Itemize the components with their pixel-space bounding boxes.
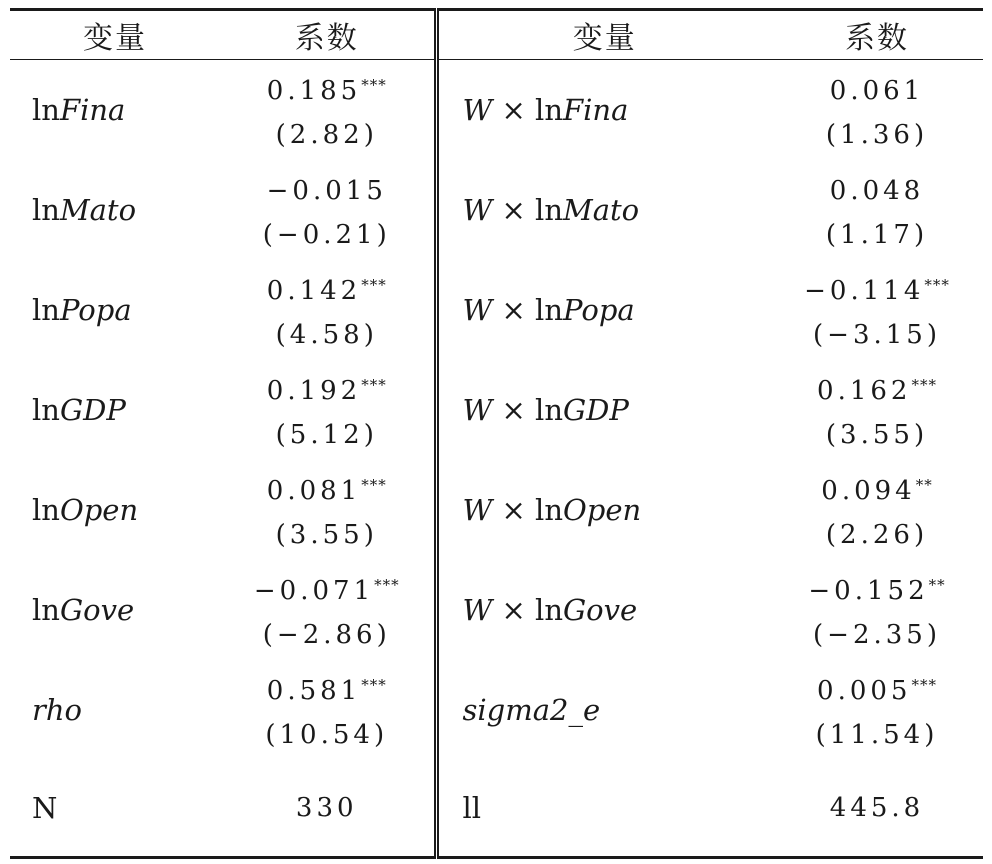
coefficient-cell-right: 0.048 (1.17) — [825, 176, 929, 250]
header-variable-left: 变量 — [10, 10, 220, 60]
coefficient-cell-left: 0.185*** (2.82) — [220, 60, 436, 161]
coefficient-cell-right: 0.005*** (11.54) — [815, 676, 939, 750]
header-variable-right: 变量 — [436, 10, 771, 60]
variable-name-right: W × lnGDP — [462, 393, 629, 427]
variable-name-left: rho — [32, 693, 82, 727]
regression-table — [10, 8, 983, 859]
coefficient-cell-right: 0.061 (1.36) — [825, 76, 929, 150]
variable-name-left: lnGove — [32, 593, 135, 627]
table-row-summary — [10, 760, 983, 858]
observations-label: N — [10, 760, 220, 858]
coefficient-cell-right: 0.162*** (3.55) — [817, 376, 937, 450]
coefficient-cell-left: 0.142*** (4.58) — [220, 260, 436, 360]
table-row — [10, 360, 983, 460]
coefficient-cell-right: 0.094** (2.26) — [821, 476, 933, 550]
coefficient-cell-left: −0.015 (−0.21) — [220, 160, 436, 260]
variable-name-right: W × lnMato — [462, 193, 640, 227]
coefficient-cell-left: 0.192*** (5.12) — [220, 360, 436, 460]
variable-name-right: W × lnFina — [462, 93, 629, 127]
table-row — [10, 260, 983, 360]
coefficient-cell-right: −0.114*** (−3.15) — [804, 276, 950, 350]
variable-name-left: lnGDP — [32, 393, 126, 427]
header-coefficient-left: 系数 — [220, 10, 436, 60]
log-likelihood-value: 445.8 — [771, 760, 983, 858]
variable-name-right: W × lnOpen — [462, 493, 642, 527]
table-body — [10, 60, 983, 858]
variable-name-left: lnPopa — [32, 293, 132, 327]
table-row — [10, 660, 983, 760]
table-row — [10, 60, 983, 161]
log-likelihood-label: ll — [436, 760, 771, 858]
coefficient-cell-left: 0.081*** (3.55) — [220, 460, 436, 560]
variable-name-right: W × lnGove — [462, 593, 638, 627]
regression-table-container — [10, 8, 983, 859]
variable-name-right: W × lnPopa — [462, 293, 635, 327]
variable-name-left: lnMato — [32, 193, 137, 227]
variable-name-right: sigma2_e — [462, 693, 601, 727]
table-header — [10, 10, 983, 60]
table-row — [10, 560, 983, 660]
coefficient-cell-left: −0.071*** (−2.86) — [220, 560, 436, 660]
table-row — [10, 160, 983, 260]
header-coefficient-right: 系数 — [771, 10, 983, 60]
table-row — [10, 460, 983, 560]
variable-name-left: lnFina — [32, 93, 126, 127]
variable-name-left: lnOpen — [32, 493, 139, 527]
coefficient-cell-left: 0.581*** (10.54) — [220, 660, 436, 760]
coefficient-cell-right: −0.152** (−2.35) — [808, 576, 946, 650]
observations-value: 330 — [220, 760, 436, 858]
